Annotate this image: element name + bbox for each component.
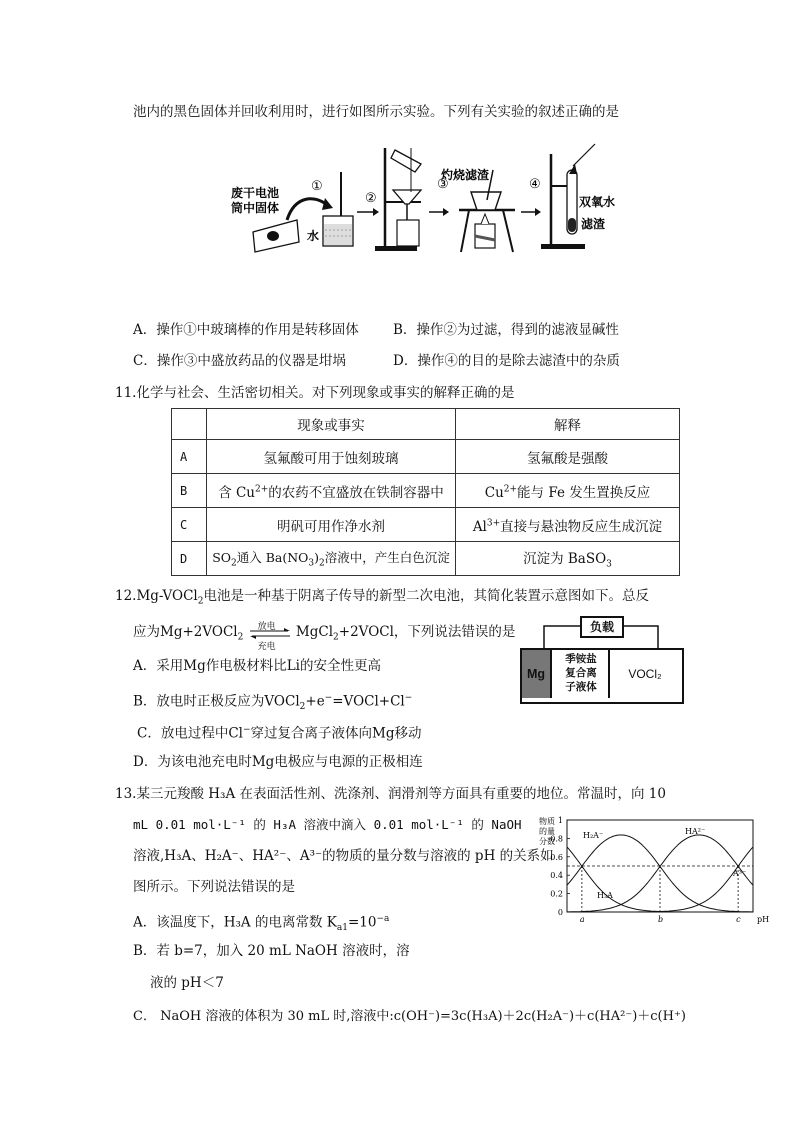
x-axis-label: pH [757, 915, 770, 924]
step3-label: ③ [437, 177, 449, 192]
q13-line2: mL 0.01 mol·L⁻¹ 的 H₃A 溶液中滴入 0.01 mol·L⁻¹ 的 NaOH [133, 817, 522, 832]
q13-option-a: A．该温度下，H₃A 的电离常数 $K_{a1}=10^{-a}$ [133, 914, 390, 934]
label-solid-line1: 废干电池 [231, 186, 280, 200]
series-label: H₃A [597, 891, 613, 900]
y-tick-label: 1 [557, 816, 563, 825]
row-key: A [172, 440, 207, 474]
chart-ylabel-2: 的量 [539, 827, 555, 836]
table-row [172, 542, 680, 576]
q12-option-c: C．放电过程中Cl−穿过复合离子液体向Mg移动 [137, 725, 422, 742]
row-key: C [172, 508, 207, 542]
x-tick-label: b [658, 915, 664, 924]
q10-option-d: D．操作④的目的是除去滤渣中的杂质 [393, 353, 620, 369]
q13-option-b-line1: B．若 b=7，加入 20 mL NaOH 溶液时，溶 [133, 943, 410, 959]
y-tick-label: 0 [557, 908, 563, 917]
q12-option-b: B．放电时正极反应为VOCl$_2$+e−=VOCl+Cl− [133, 693, 413, 713]
step2-label: ② [365, 191, 377, 206]
row-explanation: $Al^{3+}$直接与悬浊物反应生成沉淀 [456, 508, 680, 542]
q12-equation: 应为Mg+2VOCl$_2$ 放电 充电 MgCl$_2$+2VOCl，下列说法错误的是 [133, 621, 516, 652]
q10-option-a: A．操作①中玻璃棒的作用是转移固体 [133, 322, 359, 338]
row-fact: 氢氟酸可用于蚀刻玻璃 [207, 440, 456, 474]
q12-stem: 12.Mg-VOCl$_2$电池是一种基于阴离子传导的新型二次电池，其简化装置示意图如下。总反 [115, 588, 649, 607]
label-solid-line2: 筒中固体 [231, 201, 280, 215]
row-fact: 明矾可用作净水剂 [207, 508, 456, 542]
table-row [172, 474, 680, 508]
row-explanation: 氢氟酸是强酸 [456, 440, 680, 474]
electrolyte-label: 季铵盐 复合离 子液体 [565, 653, 597, 693]
q11-stem: 11.化学与社会、生活密切相关。对下列现象或事实的解释正确的是 [115, 385, 515, 401]
distribution-chart [525, 812, 775, 930]
y-tick-label: 0.6 [550, 852, 563, 862]
q12-option-d: D．为该电池充电时Mg电极应与电源的正极相连 [133, 754, 423, 770]
row-explanation: $Cu^{2+}$能与 Fe 发生置换反应 [456, 474, 680, 508]
load-box: 负载 [580, 616, 624, 638]
filtration-stand-icon [375, 148, 421, 251]
waste-battery-solid-icon [253, 220, 299, 252]
label-water: 水 [307, 229, 320, 243]
y-tick-label: 0.8 [550, 834, 563, 844]
row-explanation: 沉淀为 BaSO$_3$ [456, 542, 680, 576]
label-h2o2: 双氧水 [579, 195, 616, 209]
step1-label: ① [311, 179, 323, 194]
q10-option-c: C．操作③中盛放药品的仪器是坩埚 [133, 353, 346, 369]
reversible-arrow-icon: 放电 充电 [248, 623, 292, 643]
row-key: B [172, 474, 207, 508]
table-header-row [172, 409, 680, 440]
table-row [172, 440, 680, 474]
chart-ylabel-3: 分数 [539, 837, 555, 846]
series-label: HA²⁻ [685, 827, 706, 836]
step4-label: ④ [529, 177, 541, 192]
q13-stem: 13.某三元羧酸 H₃A 在表面活性剂、洗涤剂、润滑剂等方面具有重要的地位。常温时，向 10 [115, 786, 666, 802]
q12-option-a: A．采用Mg作电极材料比Li的安全性更高 [133, 658, 381, 674]
vocl2-electrode: VOCl₂ [628, 667, 662, 681]
row-key: D [172, 542, 207, 576]
row-fact: $SO_2$通入 $Ba(NO_3)_2$溶液中，产生白色沉淀 [207, 542, 456, 576]
chart-ylabel-1: 物质 [539, 817, 555, 826]
label-burn: 灼烧滤渣 [441, 168, 490, 182]
header-fact: 现象或事实 [207, 409, 456, 440]
mg-electrode: Mg [522, 650, 552, 698]
y-tick-label: 0.4 [550, 871, 563, 881]
header-explanation: 解释 [456, 409, 680, 440]
q13-option-c: C． NaOH 溶液的体积为 30 mL 时,溶液中:c(OH⁻)=3c(H₃A)＋2c(H₂A⁻)＋c(HA²⁻)＋c(H⁺) [133, 1009, 686, 1024]
series-label: H₂A⁻ [583, 831, 604, 840]
transfer-arrow-icon [287, 199, 327, 220]
intro-line: 池内的黑色固体并回收利用时，进行如图所示实验。下列有关实验的叙述正确的是 [133, 104, 619, 120]
series-line-3 [567, 835, 753, 912]
q13-line4: 图所示。下列说法错误的是 [133, 879, 295, 895]
q13-line3: 溶液,H₃A、H₂A⁻、HA²⁻、A³⁻的物质的量分数与溶液的 pH 的关系如 [133, 848, 554, 864]
row-fact: 含 $Cu^{2+}$的农药不宜盛放在铁制容器中 [207, 474, 456, 508]
x-tick-label: c [736, 915, 741, 924]
header-blank [172, 409, 207, 440]
x-tick-label: a [579, 915, 585, 924]
crucible-tripod-icon [459, 170, 515, 252]
q10-option-b: B．操作②为过滤，得到的滤液显碱性 [393, 322, 619, 338]
label-residue: 滤渣 [581, 217, 606, 231]
battery-device-diagram [518, 610, 684, 705]
q13-option-b-line2: 液的 pH＜7 [150, 975, 224, 991]
series-label: A³⁻ [733, 869, 747, 878]
series-line-2 [567, 835, 753, 912]
experiment-apparatus-figure [225, 140, 625, 265]
table-row [172, 508, 680, 542]
y-tick-label: 0.2 [550, 889, 563, 899]
q11-table [171, 408, 680, 576]
